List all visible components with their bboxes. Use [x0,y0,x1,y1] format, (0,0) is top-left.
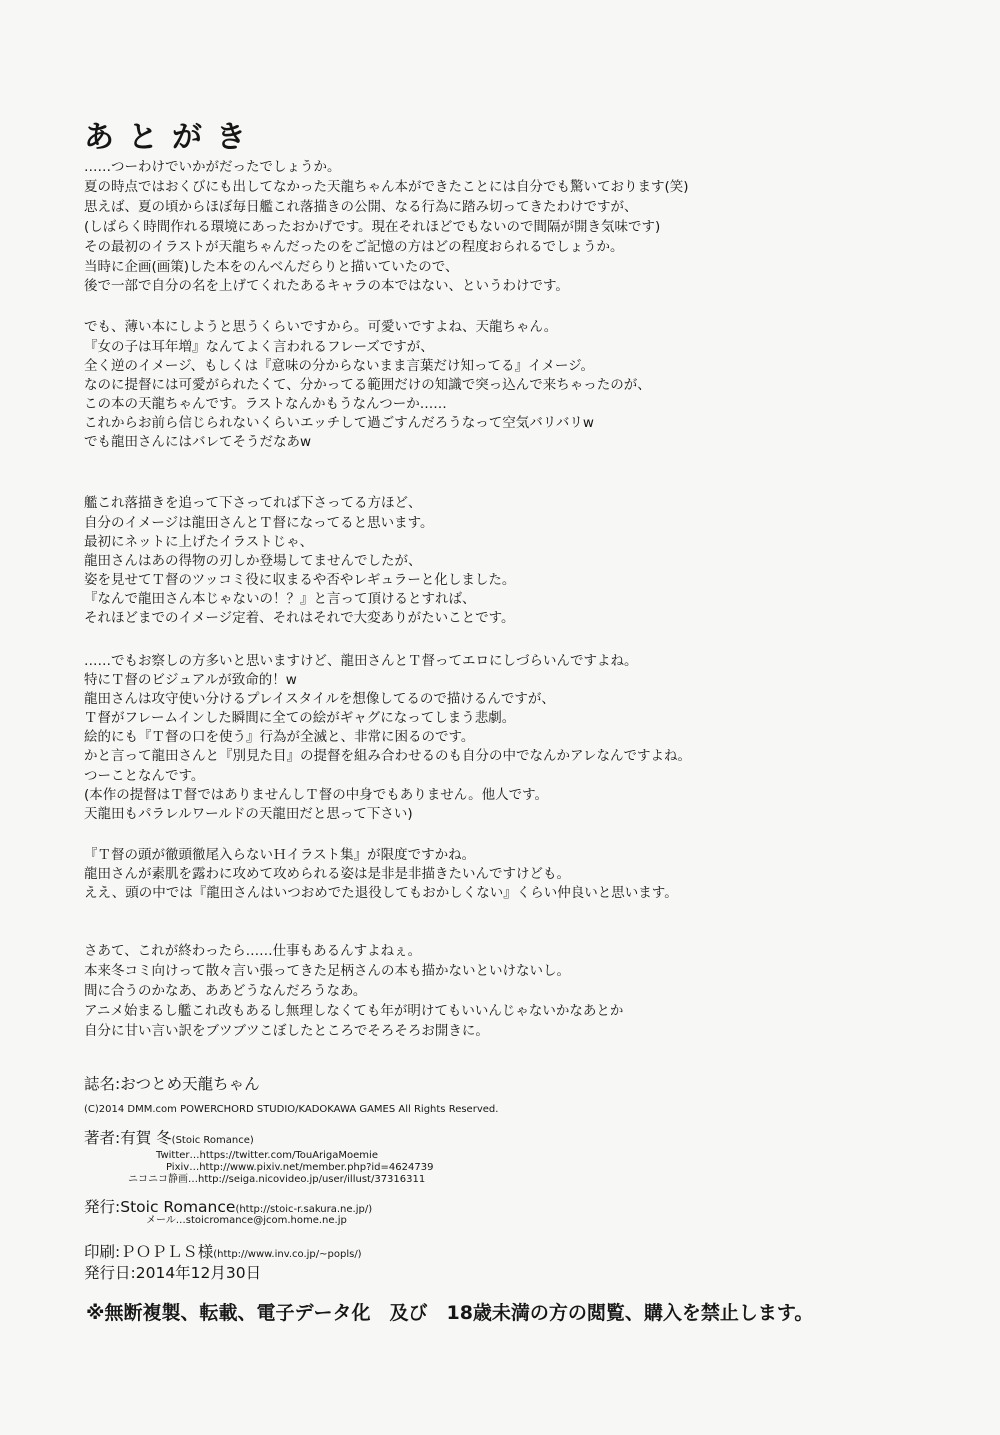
printer-line [84,1243,984,1264]
body-line: 龍田さんは攻守使い分けるプレイスタイルを想像してるので描けるんですが、 [84,691,555,707]
body-line: その最初のイラストが天龍ちゃんだったのをご記憶の方はどの程度おられるでしょうか。 [84,239,624,255]
book-title-line [84,1075,984,1094]
body-line: なのに提督には可愛がられたくて、分かってる範囲だけの知識で突っ込んで来ちゃったのが、 [84,377,651,393]
publisher-name: Stoic Romance [120,1198,236,1216]
printer-url: (http://www.inv.co.jp/~popls/) [213,1249,362,1260]
issue-date: 2014年12月30日 [135,1264,262,1282]
body-line: さあて、これが終わったら……仕事もあるんすよねぇ。 [84,943,422,959]
body-line: 艦これ落描きを追って下さってれば下さってる方ほど、 [84,495,422,511]
body-line: (本作の提督はＴ督ではありませんしＴ督の中身でもありません。他人です。 [84,787,548,803]
body-line: これからお前ら信じられないくらいエッチして過ごすんだろうなって空気バリバリw [84,415,594,431]
book-title: おつとめ天龍ちゃん [120,1075,260,1093]
body-line: アニメ始まるし艦これ改もあるし無理しなくても年が明けてもいいんじゃないかなあとか [84,1003,624,1019]
body-line: 夏の時点ではおくびにも出してなかった天龍ちゃん本ができたことには自分でも驚いております(笑) [84,179,689,195]
twitter-link: Twitter…https://twitter.com/TouArigaMoemie [156,1150,378,1161]
publisher-mail: メール…stoicromance@jcom.home.ne.jp [146,1215,347,1226]
publisher-url: (http://stoic-r.sakura.ne.jp/) [235,1204,373,1215]
body-line: ええ、頭の中では『龍田さんはいつおめでた退役してもおかしくない』くらい仲良いと思います。 [84,885,678,901]
body-line: この本の天龍ちゃんです。ラストなんかもうなんつーか…… [84,396,447,412]
body-line: 姿を見せてＴ督のツッコミ役に収まるや否やレギュラーと化しました。 [84,572,516,588]
issue-date-label: 発行日: [84,1264,136,1282]
body-line: 間に合うのかなあ、ああどうなんだろうなあ。 [84,983,367,999]
copyright-warning: ※無断複製、転載、電子データ化 及び 18歳未満の方の閲覧、購入を禁止します。 [86,1302,814,1324]
issue-date-line [84,1264,984,1283]
body-line: 『女の子は耳年増』なんてよく言われるフレーズですが、 [84,339,434,355]
body-line: 思えば、夏の頃からほぼ毎日艦これ落描きの公開、なる行為に踏み切ってきたわけですが、 [84,199,638,215]
body-line: でも龍田さんにはバレてそうだなあw [84,434,312,450]
body-line: 絵的にも『Ｔ督の口を使う』行為が全滅と、非常に困るのです。 [84,729,475,745]
body-line: 本来冬コミ向けって散々言い張ってきた足柄さんの本も描かないといけないし。 [84,963,570,979]
body-line: 全く逆のイメージ、もしくは『意味の分からないまま言葉だけ知ってる』イメージ。 [84,358,595,374]
body-line: それほどまでのイメージ定着、それはそれで大変ありがたいことです。 [84,610,515,626]
author-line [84,1129,984,1150]
body-line: ……でもお察しの方多いと思いますけど、龍田さんとＴ督ってエロにしづらいんですよね。 [84,653,638,669]
body-line: 自分のイメージは龍田さんとＴ督になってると思います。 [84,515,434,531]
body-line: 自分に甘い言い訳をブツブツこぼしたところでそろそろお開きに。 [84,1023,489,1039]
niconico-link: ニコニコ静画…http://seiga.nicovideo.jp/user/illust/37316311 [128,1174,426,1185]
copyright-notice: (C)2014 DMM.com POWERCHORD STUDIO/KADOKAWA GAMES All Rights Reserved. [84,1104,499,1115]
body-line: 当時に企画(画策)した本をのんべんだらりと描いていたので、 [84,259,459,275]
body-line: 『なんで龍田さん本じゃないの！？』と言って頂けるとすれば、 [84,591,476,607]
body-line: Ｔ督がフレームインした瞬間に全ての絵がギャグになってしまう悲劇。 [84,710,516,726]
pixiv-link: Pixiv…http://www.pixiv.net/member.php?id=4624739 [166,1162,434,1173]
body-line: ……つーわけでいかがだったでしょうか。 [84,159,341,175]
page-title: あとがき [84,120,260,155]
printer-name: ＰＯＰＬＳ様 [120,1243,214,1261]
book-title-label: 誌名: [84,1075,121,1093]
body-line: 後で一部で自分の名を上げてくれたあるキャラの本ではない、というわけです。 [84,278,569,294]
publisher-label: 発行: [84,1198,121,1216]
body-line: 最初にネットに上げたイラストじゃ、 [84,534,314,550]
body-line: 特にＴ督のビジュアルが致命的！w [84,672,297,688]
author-label: 著者: [84,1129,121,1147]
body-line: (しばらく時間作れる環境にあったおかげです。現在それほどでもないので間隔が開き気味です) [84,219,661,235]
printer-label: 印刷: [84,1243,121,1261]
body-line: 龍田さんはあの得物の刃しか登場してませんでしたが、 [84,553,422,569]
author-name: 有賀 冬 [120,1129,172,1147]
body-line: でも、薄い本にしようと思うくらいですから。可愛いですよね、天龍ちゃん。 [84,319,558,335]
body-line: つーことなんです。 [84,768,205,784]
body-line: かと言って龍田さんと『別見た目』の提督を組み合わせるのも自分の中でなんかアレなんですよね。 [84,748,691,764]
body-line: 『Ｔ督の頭が徹頭徹尾入らないＨイラスト集』が限度ですかね。 [84,847,476,863]
author-circle: (Stoic Romance) [171,1135,254,1146]
body-line: 龍田さんが素肌を露わに攻めて攻められる姿は是非是非描きたいんですけども。 [84,866,570,882]
body-line: 天龍田もパラレルワールドの天龍田だと思って下さい) [84,806,413,822]
